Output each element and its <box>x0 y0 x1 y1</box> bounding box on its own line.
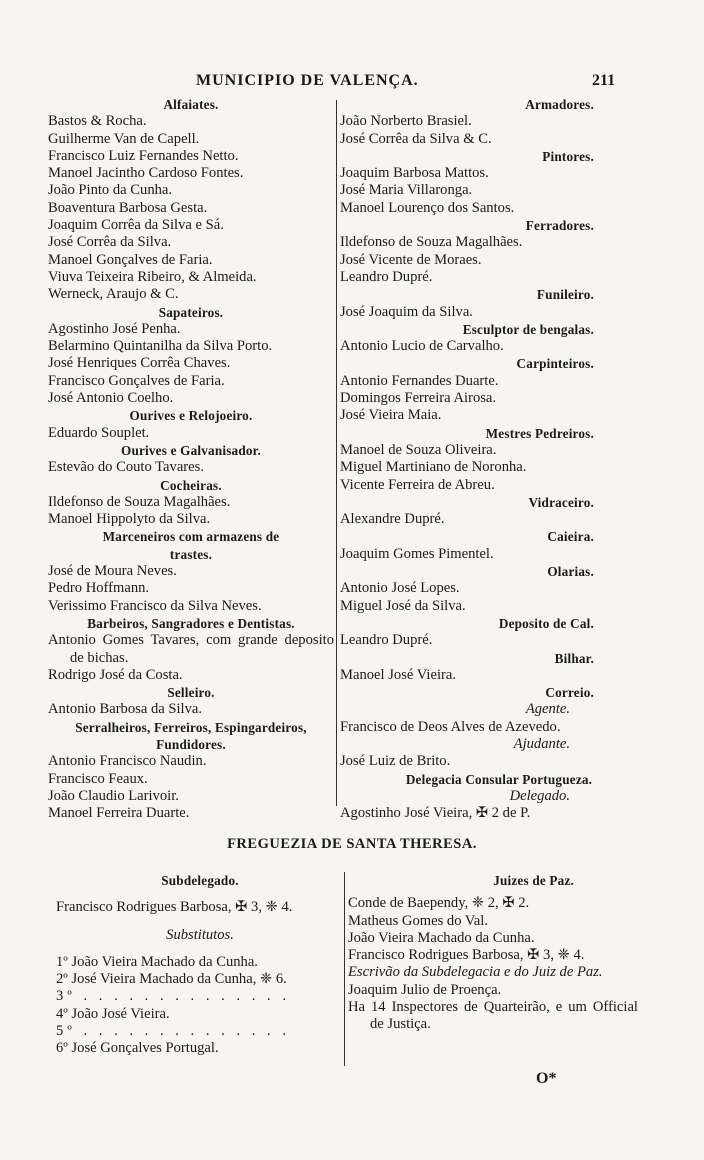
list-item: 6º José Gonçalves Portugal. <box>56 1040 219 1057</box>
subheading-substitutos: Substitutos. <box>166 926 234 943</box>
list-item: José Maria Villaronga. <box>340 182 473 199</box>
section-heading-esculptor: Esculptor de bengalas. <box>462 321 594 337</box>
list-item: Rodrigo José da Costa. <box>48 666 183 683</box>
column-divider <box>344 872 345 1066</box>
section-title-freguezia: FREGUEZIA DE SANTA THERESA. <box>227 836 477 852</box>
list-item: Alexandre Dupré. <box>340 511 445 528</box>
subheading-agente: Agente. <box>525 701 570 718</box>
page-number: 211 <box>592 72 616 89</box>
list-item: Ildefonso de Souza Magalhães. <box>340 234 523 251</box>
list-item: Bastos & Rocha. <box>48 113 147 130</box>
list-item: 1º João Vieira Machado da Cunha. <box>56 953 258 970</box>
list-item: João Norberto Brasiel. <box>340 113 472 130</box>
left-column <box>48 96 334 822</box>
section-heading-armadores: Armadores. <box>525 97 594 112</box>
section-heading-ourives-relojoeiro: Ourives e Relojoeiro. <box>129 408 253 424</box>
list-item: João Pinto da Cunha. <box>48 182 173 199</box>
list-item: José Henriques Corrêa Chaves. <box>48 355 231 372</box>
list-item: Verissimo Francisco da Silva Neves. <box>48 597 262 614</box>
list-item: José Antonio Coelho. <box>48 390 174 407</box>
section-heading-mestres-pedreiros: Mestres Pedreiros. <box>485 425 594 441</box>
list-item: Miguel José da Silva. <box>340 597 466 614</box>
list-item: Antonio José Lopes. <box>340 580 460 597</box>
list-item: Estevão do Couto Tavares. <box>48 459 204 476</box>
list-item: Manoel Jacintho Cardoso Fontes. <box>48 165 244 182</box>
list-item: Matheus Gomes do Val. <box>348 912 488 929</box>
list-item: Antonio Barbosa da Silva. <box>48 701 203 718</box>
section-heading-bilhar: Bilhar. <box>554 650 594 666</box>
section-heading-caieira: Caieira. <box>547 529 594 545</box>
section-heading-barbeiros: Barbeiros, Sangradores e Dentistas. <box>87 615 295 631</box>
list-item: Joaquim Gomes Pimentel. <box>340 545 494 562</box>
section-heading-sapateiros: Sapateiros. <box>158 304 224 320</box>
list-item: 2º José Vieira Machado da Cunha, ❈ 6. <box>56 971 287 988</box>
list-item: José Vicente de Moraes. <box>340 251 482 268</box>
list-item: Francisco Luiz Fernandes Netto. <box>48 147 239 164</box>
right-column <box>340 96 658 822</box>
list-item: Manoel de Souza Oliveira. <box>340 441 497 458</box>
list-item: Manoel Gonçalves de Faria. <box>48 251 213 268</box>
list-item: Belarmino Quintanilha da Silva Porto. <box>48 338 273 355</box>
list-item: Francisco Feaux. <box>48 770 148 787</box>
list-item: Pedro Hoffmann. <box>48 580 150 597</box>
list-item: 5º . . . . . . . . . . . . . . <box>56 1023 290 1040</box>
list-item: Boaventura Barbosa Gesta. <box>48 199 208 216</box>
section-heading-serralheiros: Serralheiros, Ferreiros, Espingardeiros, Fundidores. <box>75 719 307 752</box>
list-item: Miguel Martiniano de Noronha. <box>340 459 527 476</box>
list-item: Manoel Lourenço dos Santos. <box>340 199 515 216</box>
section-heading-ourives-galvanisador: Ourives e Galvanisador. <box>120 442 262 458</box>
section-heading-pintores: Pintores. <box>542 148 594 164</box>
list-item: Francisco Rodrigues Barbosa, ✠ 3, ❈ 4. <box>56 899 293 916</box>
list-item: José de Moura Neves. <box>48 563 177 580</box>
section-heading-deposito-cal: Deposito de Cal. <box>498 615 594 631</box>
section-heading-vidraceiro: Vidraceiro. <box>528 494 594 510</box>
list-item: Antonio Gomes Tavares, com grande deposito de bichas. <box>48 632 334 666</box>
list-item: José Corrêa da Silva & C. <box>340 130 492 147</box>
list-item: José Luiz de Brito. <box>340 753 451 770</box>
list-item: Manoel Ferreira Duarte. <box>48 805 190 822</box>
list-item: Joaquim Corrêa da Silva e Sá. <box>48 217 224 234</box>
list-item: Antonio Lucio de Carvalho. <box>340 338 504 355</box>
section-heading-subdelegado: Subdelegado. <box>161 873 239 888</box>
list-item: Antonio Fernandes Duarte. <box>340 372 499 389</box>
section-heading-olarias: Olarias. <box>547 564 594 580</box>
subdelegado-column <box>56 872 344 1058</box>
list-item: Francisco Gonçalves de Faria. <box>48 372 225 389</box>
section-heading-selleiro: Selleiro. <box>167 685 215 701</box>
list-item: Werneck, Araujo & C. <box>48 286 179 303</box>
list-item: Manoel José Vieira. <box>340 666 456 683</box>
list-item: Ildefonso de Souza Magalhães. <box>48 493 231 510</box>
list-item: Joaquim Barbosa Mattos. <box>340 165 489 182</box>
list-item: Agostinho José Penha. <box>48 320 181 337</box>
subheading-delegado: Delegado. <box>509 787 570 804</box>
list-item: Antonio Francisco Naudin. <box>48 753 207 770</box>
list-item-note: Ha 14 Inspectores de Quarteirão, e um Official de Justiça. <box>348 999 638 1033</box>
list-item: Francisco Rodrigues Barbosa, ✠ 3, ❈ 4. <box>348 947 585 964</box>
subheading-escrivao: Escrivão da Subdelegacia e do Juiz de Paz. <box>348 964 603 981</box>
list-item: Joaquim Julio de Proença. <box>348 981 502 998</box>
signature-mark: O* <box>536 1070 557 1087</box>
list-item: José Joaquim da Silva. <box>340 303 473 320</box>
section-heading-marceneiros: Marceneiros com armazens de <box>102 529 280 545</box>
list-item: Manoel Hippolyto da Silva. <box>48 511 211 528</box>
list-item: 4º João José Vieira. <box>56 1005 170 1022</box>
list-item: Agostinho José Vieira, ✠ 2 de P. <box>340 805 531 822</box>
section-heading-ferradores: Ferradores. <box>525 218 594 234</box>
list-item: Leandro Dupré. <box>340 632 433 649</box>
section-heading-alfaiates: Alfaiates. <box>163 97 219 112</box>
list-item: João Claudio Larivoir. <box>48 787 179 804</box>
list-item: Vicente Ferreira de Abreu. <box>340 476 495 493</box>
section-heading-juizes: Juizes de Paz. <box>493 873 574 888</box>
list-item: Eduardo Souplet. <box>48 424 150 441</box>
section-heading-funileiro: Funileiro. <box>536 287 594 303</box>
section-heading-delegacia: Delegacia Consular Portugueza. <box>405 771 593 787</box>
list-item: Conde de Baependy, ❈ 2, ✠ 2. <box>348 895 530 912</box>
list-item: José Corrêa da Silva. <box>48 234 172 251</box>
running-title: MUNICIPIO DE VALENÇA. <box>196 72 419 89</box>
list-item: Francisco de Deos Alves de Azevedo. <box>340 718 561 735</box>
list-item: João Vieira Machado da Cunha. <box>348 929 535 946</box>
page-header <box>0 68 704 92</box>
section-heading-cocheiras: Cocheiras. <box>160 477 222 493</box>
list-item: Guilherme Van de Capell. <box>48 130 200 147</box>
list-item: 3º . . . . . . . . . . . . . . <box>56 988 290 1005</box>
section-heading-carpinteiros: Carpinteiros. <box>516 356 594 372</box>
list-item: Domingos Ferreira Airosa. <box>340 390 497 407</box>
list-item: José Vieira Maia. <box>340 407 442 424</box>
section-heading-marceneiros-cont: trastes. <box>169 546 213 562</box>
juizes-column <box>348 872 638 1034</box>
list-item: Leandro Dupré. <box>340 268 433 285</box>
column-divider <box>336 100 337 806</box>
subheading-ajudante: Ajudante. <box>513 735 570 752</box>
section-heading-correio: Correio. <box>545 685 594 701</box>
list-item: Viuva Teixeira Ribeiro, & Almeida. <box>48 268 257 285</box>
